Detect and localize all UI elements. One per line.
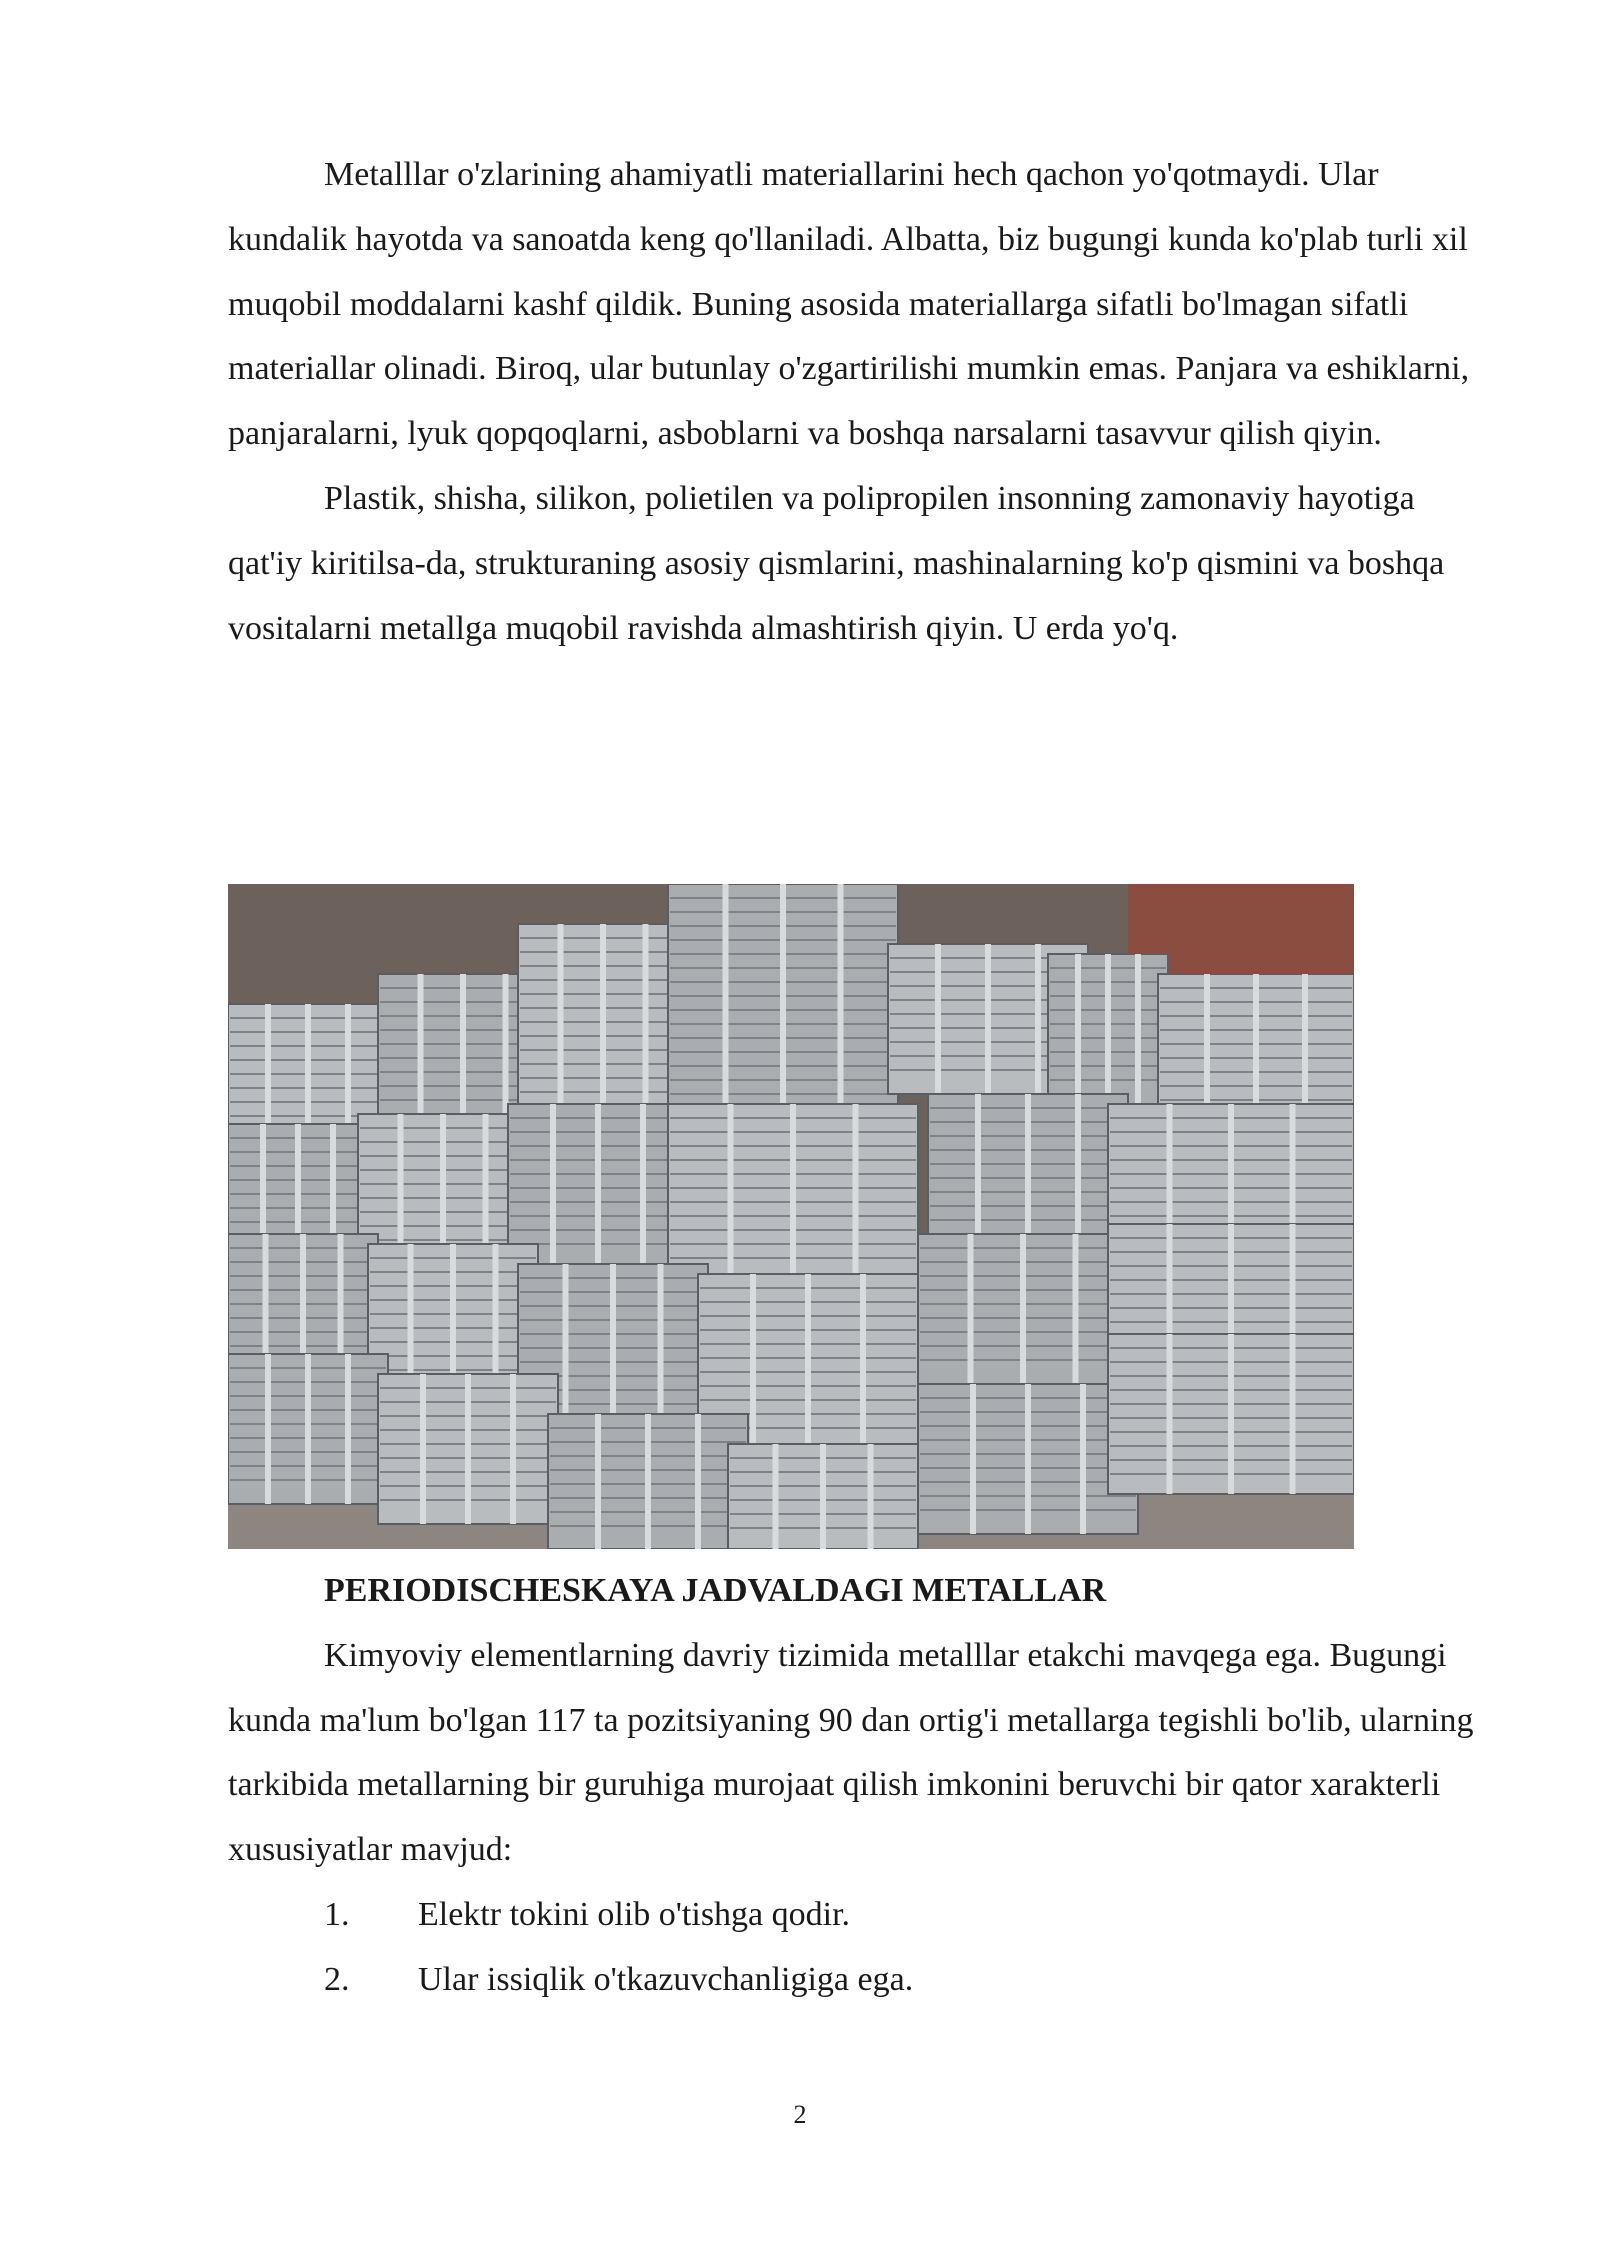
ingots-photo bbox=[228, 884, 1354, 1549]
steel-strap bbox=[600, 924, 606, 1114]
steel-strap bbox=[300, 1234, 306, 1364]
steel-strap bbox=[728, 1104, 734, 1274]
steel-strap bbox=[970, 1384, 976, 1534]
steel-strap bbox=[1020, 1234, 1026, 1384]
steel-strap bbox=[838, 884, 844, 1114]
steel-strap bbox=[305, 1004, 311, 1134]
steel-strap bbox=[510, 1374, 516, 1524]
steel-strap bbox=[985, 944, 991, 1094]
steel-strap bbox=[345, 1354, 351, 1504]
steel-strap bbox=[345, 1004, 351, 1134]
steel-strap bbox=[408, 1244, 414, 1384]
list-item bbox=[228, 1883, 1488, 1948]
section-text bbox=[228, 1559, 1488, 2013]
steel-strap bbox=[1167, 1224, 1173, 1344]
steel-strap bbox=[330, 1124, 336, 1244]
steel-strap bbox=[1228, 1334, 1234, 1494]
steel-strap bbox=[790, 1104, 796, 1274]
page-number: 2 bbox=[793, 2100, 807, 2129]
steel-strap bbox=[460, 974, 466, 1124]
steel-strap bbox=[853, 1104, 859, 1274]
steel-strap bbox=[295, 1124, 301, 1244]
steel-strap bbox=[338, 1234, 344, 1364]
steel-strap bbox=[750, 1274, 756, 1444]
steel-strap bbox=[695, 1414, 701, 1549]
intro-text bbox=[228, 143, 1488, 661]
steel-strap bbox=[1035, 944, 1041, 1094]
steel-strap bbox=[968, 1234, 974, 1384]
ingots-illustration bbox=[228, 884, 1354, 1549]
steel-strap bbox=[595, 1414, 601, 1549]
steel-strap bbox=[820, 1444, 826, 1549]
steel-strap bbox=[1105, 954, 1111, 1104]
steel-strap bbox=[935, 944, 941, 1094]
steel-strap bbox=[1302, 974, 1308, 1114]
steel-strap bbox=[1253, 974, 1259, 1114]
steel-strap bbox=[563, 1264, 569, 1424]
steel-strap bbox=[723, 884, 729, 1114]
steel-strap bbox=[305, 1354, 311, 1504]
steel-strap bbox=[610, 1264, 616, 1424]
steel-strap bbox=[1290, 1104, 1296, 1234]
steel-strap bbox=[1075, 954, 1081, 1104]
steel-strap bbox=[868, 1444, 874, 1549]
steel-strap bbox=[658, 1264, 664, 1424]
steel-strap bbox=[260, 1124, 266, 1244]
steel-strap bbox=[420, 1374, 426, 1524]
steel-strap bbox=[465, 1374, 471, 1524]
steel-strap bbox=[640, 1104, 646, 1264]
steel-strap bbox=[643, 924, 649, 1114]
list-number: 2. bbox=[324, 1960, 350, 1998]
steel-strap bbox=[418, 974, 424, 1124]
list-number: 1. bbox=[324, 1895, 350, 1933]
paragraph: Kimyoviy elementlarning davriy tizimida metalllar etakchi mavqega ega. Bugungi kunda ma'lum bo'lgan 117 ta pozitsiyaning 90 dan ortig'i metallarga tegishli bo'lib, ularning tarkibida metallarning bir guruhiga murojaat qilish imkonini beruvchi bir qator xarakterli xususiyatlar mavjud: bbox=[228, 1636, 1474, 1869]
steel-strap bbox=[780, 884, 786, 1114]
steel-strap bbox=[493, 1244, 499, 1384]
steel-strap bbox=[1080, 1384, 1086, 1534]
steel-strap bbox=[263, 1234, 269, 1364]
steel-strap bbox=[503, 974, 509, 1124]
steel-strap bbox=[1228, 1104, 1234, 1234]
list-text: Ular issiqlik o'tkazuvchanligiga ega. bbox=[418, 1960, 914, 1998]
steel-strap bbox=[483, 1114, 489, 1254]
steel-strap bbox=[558, 924, 564, 1114]
steel-strap bbox=[1228, 1224, 1234, 1344]
steel-strap bbox=[1135, 954, 1141, 1104]
paragraph: Plastik, shisha, silikon, polietilen va polipropilen insonning zamonaviy hayotiga qat'iy kiritilsa-da, strukturaning asosiy qismlarini, mashinalarning ko'p qismini va boshqa vositalarni metallga muqobil ravishda almashtirish qiyin. U erda yo'q. bbox=[228, 479, 1445, 647]
steel-strap bbox=[1025, 1384, 1031, 1534]
steel-strap bbox=[595, 1104, 601, 1264]
steel-strap bbox=[265, 1354, 271, 1504]
steel-strap bbox=[1204, 974, 1210, 1114]
steel-strap bbox=[975, 1094, 981, 1244]
steel-strap bbox=[1290, 1334, 1296, 1494]
steel-strap bbox=[450, 1244, 456, 1384]
steel-strap bbox=[440, 1114, 446, 1254]
steel-strap bbox=[1075, 1094, 1081, 1244]
steel-strap bbox=[1025, 1094, 1031, 1244]
steel-strap bbox=[1167, 1334, 1173, 1494]
paragraph: Metalllar o'zlarining ahamiyatli materiallarini hech qachon yo'qotmaydi. Ular kundalik hayotda va sanoatda keng qo'llaniladi. Albatta, biz bugungi kunda ko'plab turli xil muqobil moddalarni kashf qildik. Buning asosida materiallarga sifatli bo'lmagan sifatli materiallar olinadi. Biroq, ular butunlay o'zgartirilishi mumkin emas. Panjara va eshiklarni, panjaralarni, lyuk qopqoqlarni, asboblarni va boshqa narsalarni tasavvur qilish qiyin. bbox=[228, 156, 1470, 453]
steel-strap bbox=[1073, 1234, 1079, 1384]
steel-strap bbox=[773, 1444, 779, 1549]
list-item bbox=[228, 1948, 1488, 2013]
list-text: Elektr tokini olib o'tishga qodir. bbox=[418, 1895, 851, 1933]
steel-strap bbox=[265, 1004, 271, 1134]
steel-strap bbox=[860, 1274, 866, 1444]
steel-strap bbox=[1290, 1224, 1296, 1344]
steel-strap bbox=[1167, 1104, 1173, 1234]
steel-strap bbox=[550, 1104, 556, 1264]
steel-strap bbox=[805, 1274, 811, 1444]
section-heading: PERIODISCHESKAYA JADVALDAGI METALLAR bbox=[324, 1572, 1107, 1609]
steel-strap bbox=[645, 1414, 651, 1549]
steel-strap bbox=[398, 1114, 404, 1254]
